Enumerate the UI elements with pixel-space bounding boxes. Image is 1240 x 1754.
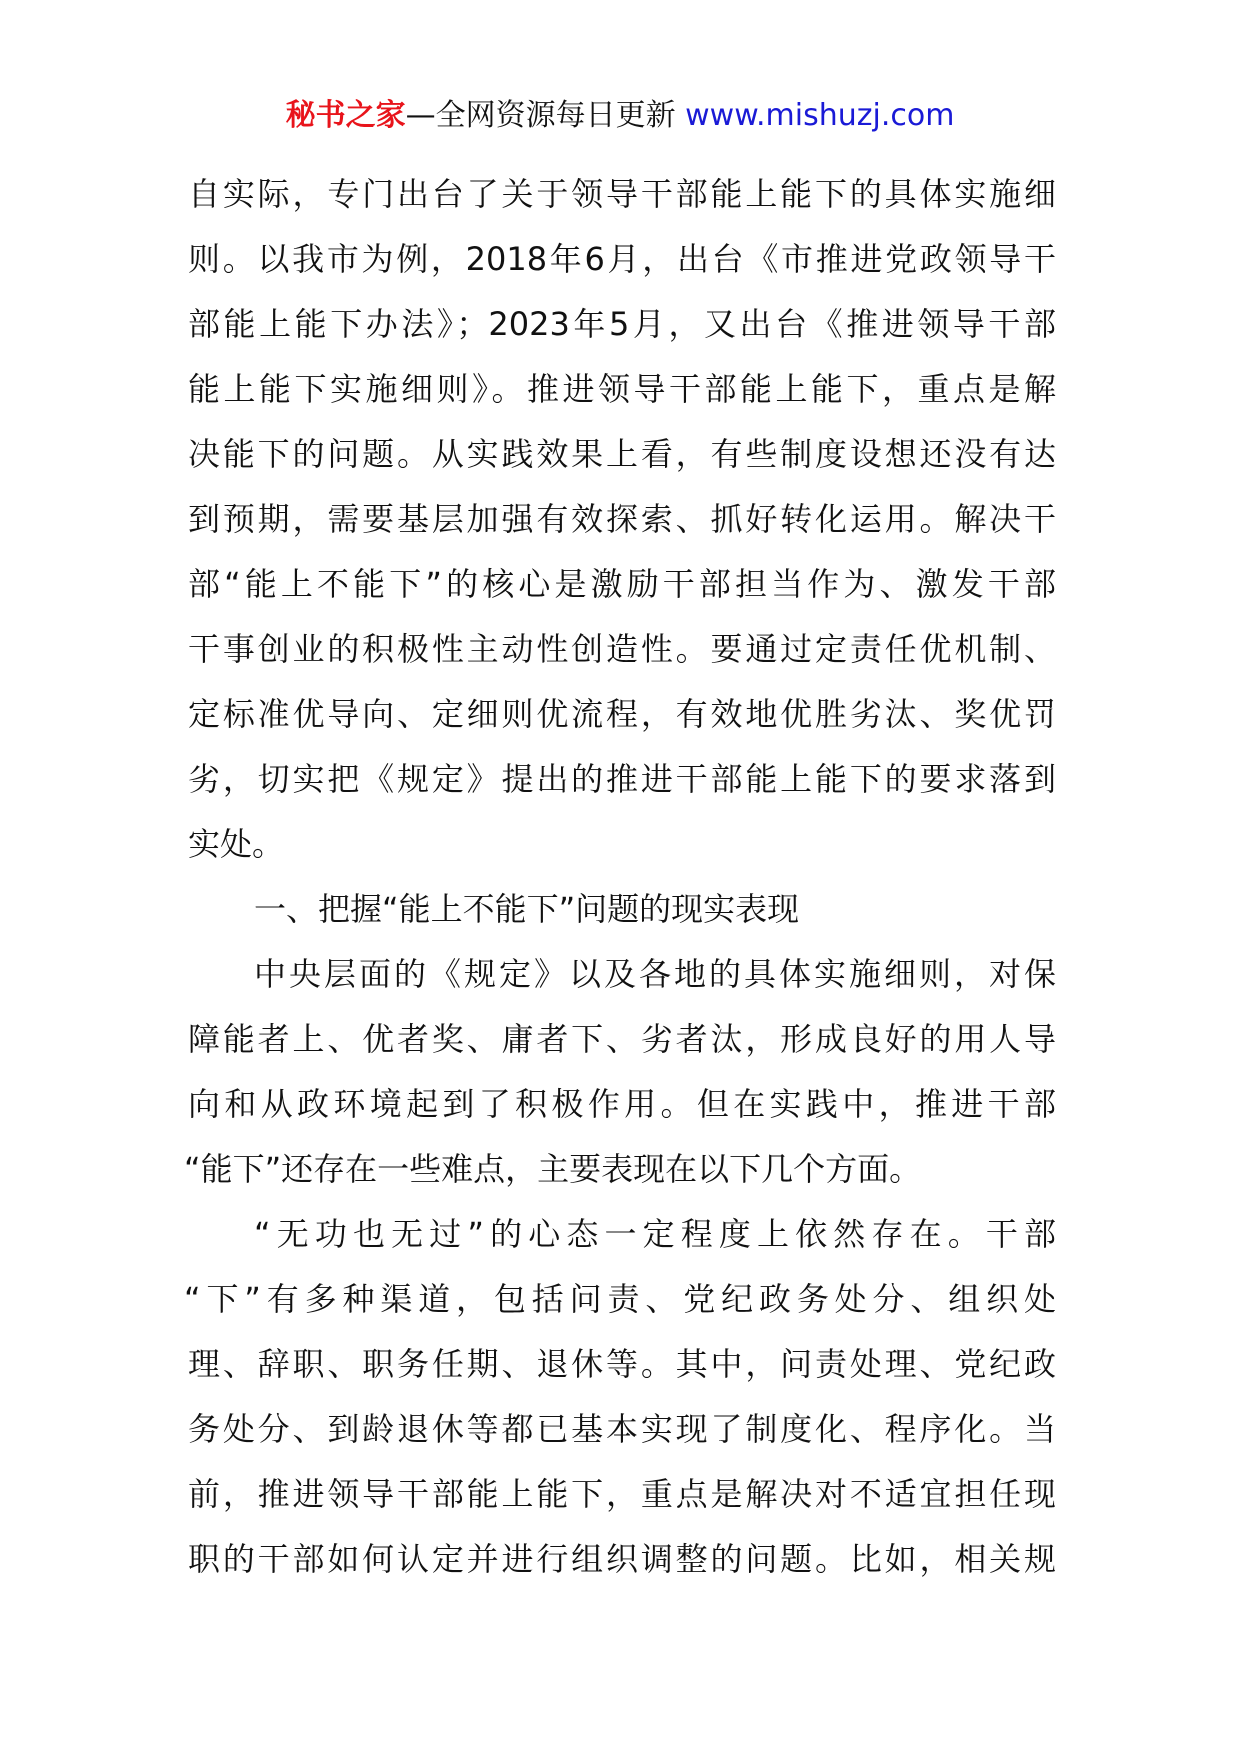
text-line: 务处分、到龄退休等都已基本实现了制度化、程序化。当 (188, 1410, 1056, 1448)
text-line: 到预期，需要基层加强有效探索、抓好转化运用。解决干 (188, 500, 1056, 538)
text-line: 前，推进领导干部能上能下，重点是解决对不适宜担任现 (188, 1475, 1056, 1513)
section-heading: 一、把握“能上不能下”问题的现实表现 (254, 890, 800, 928)
text-line: 定标准优导向、定细则优流程，有效地优胜劣汰、奖优罚 (188, 695, 1056, 733)
text-line: 理、辞职、职务任期、退休等。其中，问责处理、党纪政 (188, 1345, 1056, 1383)
text-line: 职的干部如何认定并进行组织调整的问题。比如，相关规 (188, 1540, 1056, 1578)
text-line: 中央层面的《规定》以及各地的具体实施细则，对保 (254, 955, 1056, 993)
header-url-link[interactable]: www.mishuzj.com (685, 98, 955, 133)
document-body (184, 162, 1056, 1592)
header-tagline: —全网资源每日更新 (405, 98, 676, 133)
text-line: “能下”还存在一些难点，主要表现在以下几个方面。 (184, 1150, 922, 1188)
text-line: 干事创业的积极性主动性创造性。要通过定责任优机制、 (188, 630, 1056, 668)
page-header (0, 96, 1240, 136)
text-line: “下”有多种渠道，包括问责、党纪政务处分、组织处 (184, 1280, 1056, 1318)
header-brand: 秘书之家 (285, 98, 406, 133)
text-line: 能上能下实施细则》。推进领导干部能上能下，重点是解 (188, 370, 1056, 408)
text-line: 实处。 (188, 825, 285, 863)
text-line: 部“能上不能下”的核心是激励干部担当作为、激发干部 (188, 565, 1056, 603)
text-line: 障能者上、优者奖、庸者下、劣者汰，形成良好的用人导 (188, 1020, 1056, 1058)
text-line: 则。以我市为例，2018年6月，出台《市推进党政领导干 (188, 240, 1056, 278)
text-line: 部能上能下办法》；2023年5月，又出台《推进领导干部 (188, 305, 1056, 343)
text-line: “无功也无过”的心态一定程度上依然存在。干部 (254, 1215, 1056, 1253)
text-line: 自实际，专门出台了关于领导干部能上能下的具体实施细 (188, 175, 1056, 213)
text-line: 决能下的问题。从实践效果上看，有些制度设想还没有达 (188, 435, 1056, 473)
text-line: 向和从政环境起到了积极作用。但在实践中，推进干部 (188, 1085, 1056, 1123)
text-line: 劣，切实把《规定》提出的推进干部能上能下的要求落到 (188, 760, 1056, 798)
